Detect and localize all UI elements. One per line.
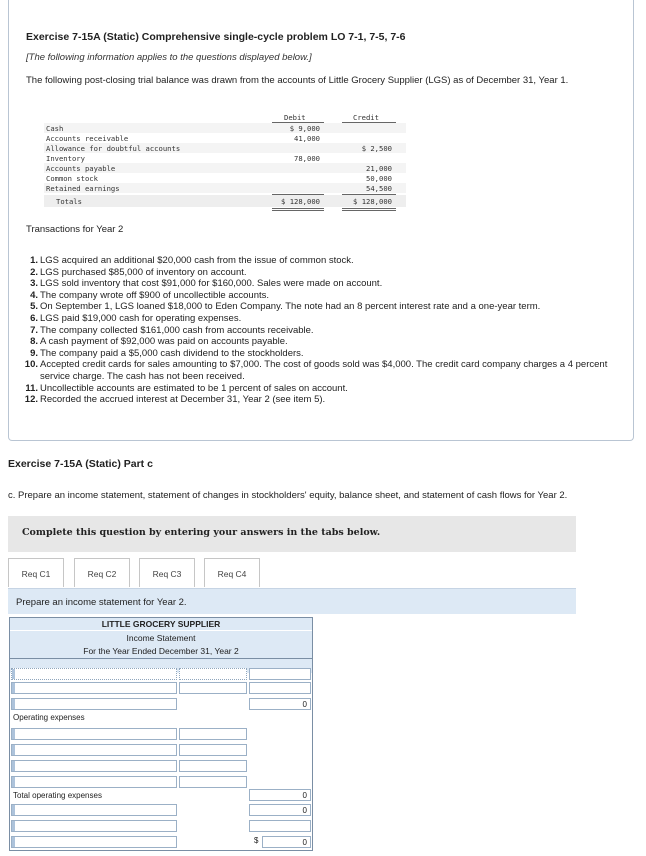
tb-row <box>44 124 406 134</box>
revenue-row <box>10 667 312 681</box>
transactions-title: Transactions for Year 2 <box>26 224 124 235</box>
operating-income-row <box>10 803 312 817</box>
revenue-label-input[interactable] <box>11 668 177 680</box>
list-item: 10. Accepted credit cards for sales amounting to $7,000. The cost of goods sold was $4,000. The credit card company charges a 4 percent service charge. The cash has not been received. <box>24 359 608 382</box>
tb-account: Allowance for doubtful accounts <box>46 144 181 153</box>
revenue-amount-input[interactable] <box>179 668 247 680</box>
total-operating-expenses-value: 0 <box>249 789 311 801</box>
cogs-label-input[interactable] <box>11 682 177 694</box>
tb-account: Retained earnings <box>46 184 120 193</box>
exercise-title: Exercise 7-15A (Static) Comprehensive single-cycle problem LO 7-1, 7-5, 7-6 <box>26 31 406 43</box>
expense-row <box>10 727 312 741</box>
operating-income-value: 0 <box>249 804 311 816</box>
text-input[interactable] <box>12 778 176 788</box>
operating-expenses-header-row <box>10 711 312 725</box>
list-item: 8. A cash payment of $92,000 was paid on accounts payable. <box>30 336 288 348</box>
tb-debit: 78,000 <box>294 154 320 163</box>
text-input[interactable] <box>12 746 176 756</box>
revenue-total-input[interactable] <box>249 668 311 680</box>
net-income-value: 0 <box>262 836 311 848</box>
expense-amount-input[interactable] <box>179 776 247 788</box>
part-c-question: c. Prepare an income statement, statement of changes in stockholders' equity, balance sheet, and statement of cash flows for Year 2. <box>8 490 568 501</box>
text-input[interactable] <box>250 684 310 694</box>
gross-margin-label-input[interactable] <box>11 698 177 710</box>
tb-row <box>44 154 406 164</box>
tb-debit: 41,000 <box>294 134 320 143</box>
text-input[interactable] <box>12 838 176 848</box>
part-c-title: Exercise 7-15A (Static) Part c <box>8 458 153 470</box>
tb-totals-credit: $ 128,000 <box>353 197 392 206</box>
gross-margin-value: 0 <box>249 698 311 710</box>
exercise-intro: The following post-closing trial balance was drawn from the accounts of Little Grocery Supplier (LGS) as of December 31, Year 1. <box>26 75 569 86</box>
tb-totals-row <box>44 195 406 207</box>
expense-label-input[interactable] <box>11 744 177 756</box>
other-income-input[interactable] <box>249 820 311 832</box>
company-name: LITTLE GROCERY SUPPLIER <box>10 618 312 630</box>
text-input[interactable] <box>12 730 176 740</box>
list-item: 12. Recorded the accrued interest at December 31, Year 2 (see item 5). <box>24 394 326 406</box>
total-operating-expenses-label: Total operating expenses <box>13 791 102 800</box>
operating-expenses-label: Operating expenses <box>13 713 85 722</box>
expense-amount-input[interactable] <box>179 760 247 772</box>
tb-row <box>44 174 406 184</box>
text-input[interactable] <box>12 670 176 680</box>
expense-amount-input[interactable] <box>179 728 247 740</box>
text-input[interactable] <box>12 700 176 710</box>
text-input[interactable] <box>180 778 246 788</box>
list-item: 7. The company collected $161,000 cash from accounts receivable. <box>30 324 314 336</box>
text-input[interactable] <box>180 684 246 694</box>
exercise-note: [The following information applies to the questions displayed below.] <box>26 52 312 63</box>
list-item: 5. On September 1, LGS loaned $18,000 to Eden Company. The note had an 8 percent interest rate and a one-year term. <box>30 301 541 313</box>
dollar-sign: $ <box>254 836 259 845</box>
tab-prompt: Prepare an income statement for Year 2. <box>16 597 187 608</box>
text-input[interactable] <box>180 670 246 680</box>
statement-title: Income Statement <box>10 631 312 644</box>
text-input[interactable] <box>12 762 176 772</box>
tb-account: Cash <box>46 124 64 133</box>
tb-row <box>44 164 406 174</box>
tb-credit: 54,500 <box>366 184 392 193</box>
text-input[interactable] <box>12 684 176 694</box>
expense-label-input[interactable] <box>11 776 177 788</box>
expense-row <box>10 759 312 773</box>
tb-debit: $ 9,000 <box>289 124 320 133</box>
cogs-total-input[interactable] <box>249 682 311 694</box>
expense-label-input[interactable] <box>11 760 177 772</box>
transactions-list <box>26 255 616 406</box>
tb-credit: 50,000 <box>366 174 392 183</box>
expense-label-input[interactable] <box>11 728 177 740</box>
instruction-banner <box>8 516 576 552</box>
tb-credit: $ 2,500 <box>361 144 392 153</box>
text-input[interactable] <box>250 822 310 832</box>
expense-amount-input[interactable] <box>179 744 247 756</box>
list-item: 3. LGS sold inventory that cost $91,000 for $160,000. Sales were made on account. <box>30 278 383 290</box>
tb-account: Accounts receivable <box>46 134 129 143</box>
net-income-row <box>10 835 312 849</box>
statement-period: For the Year Ended December 31, Year 2 <box>10 644 312 659</box>
list-item: 6. LGS paid $19,000 cash for operating expenses. <box>30 312 242 324</box>
operating-income-label-input[interactable] <box>11 804 177 816</box>
tb-row <box>44 184 406 194</box>
income-statement-form <box>9 617 313 851</box>
tab-req-c3[interactable]: Req C3 <box>139 558 195 587</box>
tab-req-c4[interactable]: Req C4 <box>204 558 260 587</box>
tb-account: Accounts payable <box>46 164 116 173</box>
cogs-row <box>10 681 312 695</box>
instruction-text: Complete this question by entering your answers in the tabs below. <box>22 527 381 538</box>
text-input[interactable] <box>180 730 246 740</box>
gross-margin-row <box>10 697 312 711</box>
list-item: 11. Uncollectible accounts are estimated to be 1 percent of sales on account. <box>25 382 348 394</box>
expense-row <box>10 743 312 757</box>
debit-header: Debit <box>284 113 306 122</box>
list-item: 2. LGS purchased $85,000 of inventory on account. <box>30 266 247 278</box>
tab-req-c2[interactable]: Req C2 <box>74 558 130 587</box>
tab-prompt-bar <box>8 588 576 614</box>
expense-row <box>10 775 312 789</box>
cogs-amount-input[interactable] <box>179 682 247 694</box>
tb-totals-debit: $ 128,000 <box>281 197 320 206</box>
text-input[interactable] <box>12 806 176 816</box>
tab-req-c1[interactable]: Req C1 <box>8 558 64 587</box>
tb-totals-label: Totals <box>56 197 82 206</box>
credit-header: Credit <box>353 113 379 122</box>
net-income-label-input[interactable] <box>11 836 177 848</box>
tb-row <box>44 144 406 154</box>
text-input[interactable] <box>180 746 246 756</box>
text-input[interactable] <box>180 762 246 772</box>
list-item: 9. The company paid a $5,000 cash dividend to the stockholders. <box>30 347 304 359</box>
list-item: 4. The company wrote off $900 of uncollectible accounts. <box>30 289 270 301</box>
list-item: 1. LGS acquired an additional $20,000 cash from the issue of common stock. <box>30 255 354 266</box>
tb-account: Common stock <box>46 174 98 183</box>
text-input[interactable] <box>12 822 176 832</box>
other-income-row <box>10 819 312 833</box>
tb-credit: 21,000 <box>366 164 392 173</box>
tb-row <box>44 134 406 144</box>
tb-account: Inventory <box>46 154 85 163</box>
total-operating-expenses-row <box>10 789 312 803</box>
text-input[interactable] <box>250 670 310 680</box>
other-income-label-input[interactable] <box>11 820 177 832</box>
